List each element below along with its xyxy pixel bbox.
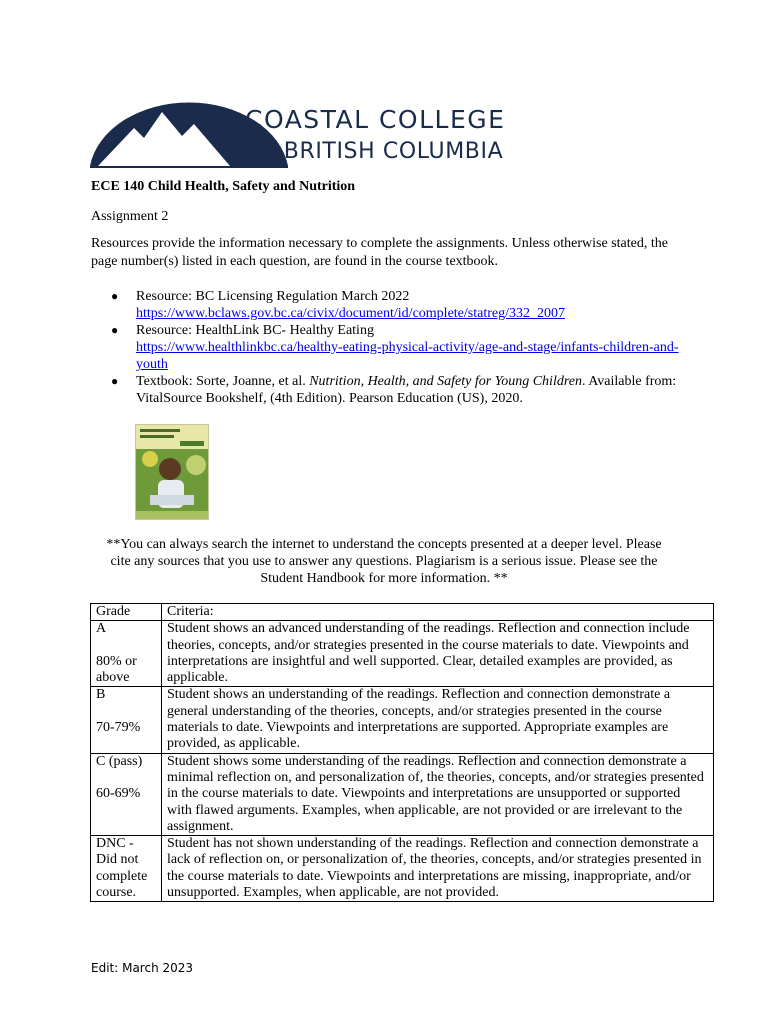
college-logo	[90, 92, 510, 168]
criteria-cell: Student has not shown understanding of the readings. Reflection and connection demonstrate a lack of reflection on, or personalization of, the theories, concepts, and/or strategies presented in the course materials to date. Viewpoints and interpretations are missing, inappropriate, and/or unsupported. Examples, when applicable, are not provided.	[162, 836, 714, 902]
grade-cell	[91, 621, 162, 687]
grade-cell	[91, 836, 162, 902]
grade-cell	[91, 753, 162, 835]
header-grade: Grade	[91, 604, 162, 621]
textbook-details: . Available from: VitalSource Bookshelf, (4th Edition). Pearson Education (US), 2020.	[136, 374, 677, 406]
grade-label: C (pass)	[96, 753, 143, 769]
bullet-icon: ●	[111, 323, 119, 337]
list-item	[91, 322, 701, 373]
resource-link[interactable]: https://www.bclaws.gov.bc.ca/civix/document/id/complete/statreg/332_2007	[136, 306, 565, 321]
criteria-cell: Student shows an advanced understanding of the readings. Reflection and connection include theories, concepts, and/or strategies presented in the course materials to date. Viewpoints and interpretations are insightful and well supported. Clear, detailed examples are provided, as applicable.	[162, 621, 714, 687]
resource-link[interactable]: https://www.healthlinkbc.ca/healthy-eating-physical-activity/age-and-stage/infants-children-and-youth	[136, 340, 679, 372]
criteria-cell: Student shows an understanding of the readings. Reflection and connection demonstrate a general understanding of the theories, concepts, and/or strategies presented in the course materials to date. Viewpoints and interpretations are supported. Appropriate examples are provided, as applicable.	[162, 687, 714, 753]
table-row	[91, 687, 714, 753]
grade-range: 60-69%	[96, 785, 141, 801]
edit-date-footer: Edit: March 2023	[91, 961, 194, 975]
grade-cell	[91, 687, 162, 753]
logo-line1: COASTAL COLLEGE	[245, 105, 506, 134]
table-row	[91, 753, 714, 835]
list-item	[91, 288, 701, 322]
textbook-authors: : Sorte, Joanne, et al.	[188, 374, 310, 389]
list-item	[91, 373, 701, 407]
logo-line2: OF BRITISH COLUMBIA	[245, 139, 504, 164]
table-header-row	[91, 604, 714, 621]
grade-label: A	[96, 621, 107, 637]
resource-label: Resource: BC Licensing Regulation March 2022	[136, 289, 410, 304]
grading-table	[90, 603, 714, 902]
grade-label: DNC - Did not complete course.	[96, 836, 148, 901]
grade-range: 80% or above	[96, 653, 137, 685]
grade-label: B	[96, 687, 106, 703]
grade-range: 70-79%	[96, 719, 141, 735]
textbook-prefix: Textbook	[136, 374, 189, 389]
assignment-label: Assignment 2	[91, 209, 169, 224]
resource-list	[91, 288, 701, 407]
note-paragraph: **You can always search the internet to understand the concepts presented at a deeper level. Please cite any sources that you use to answer any questions. Plagiarism is a serious issue. Please see the Student Handbook for more information. **	[106, 537, 662, 586]
course-title: ECE 140 Child Health, Safety and Nutrition	[91, 179, 356, 194]
textbook-title: Nutrition, Health, and Safety for Young Children	[309, 374, 582, 389]
intro-paragraph: Resources provide the information necessary to complete the assignments. Unless otherwise stated, the page number(s) listed in each question, are found in the course textbook.	[91, 236, 668, 269]
resource-label: Resource: HealthLink BC- Healthy Eating	[136, 323, 374, 338]
criteria-cell: Student shows some understanding of the readings. Reflection and connection demonstrate a minimal reflection on, and personalization of, the theories, concepts, and/or strategies presented in the course materials to date. Viewpoints and interpretations are unsupported or supported with flawed arguments. Examples, when applicable, are not provided or are irrelevant to the assignment.	[162, 753, 714, 835]
header-criteria: Criteria:	[162, 604, 714, 621]
bullet-icon: ●	[111, 289, 119, 303]
table-row	[91, 836, 714, 902]
table-row	[91, 621, 714, 687]
textbook-cover-image	[135, 424, 209, 520]
bullet-icon: ●	[111, 374, 119, 388]
mountain-logo-icon	[90, 92, 510, 168]
